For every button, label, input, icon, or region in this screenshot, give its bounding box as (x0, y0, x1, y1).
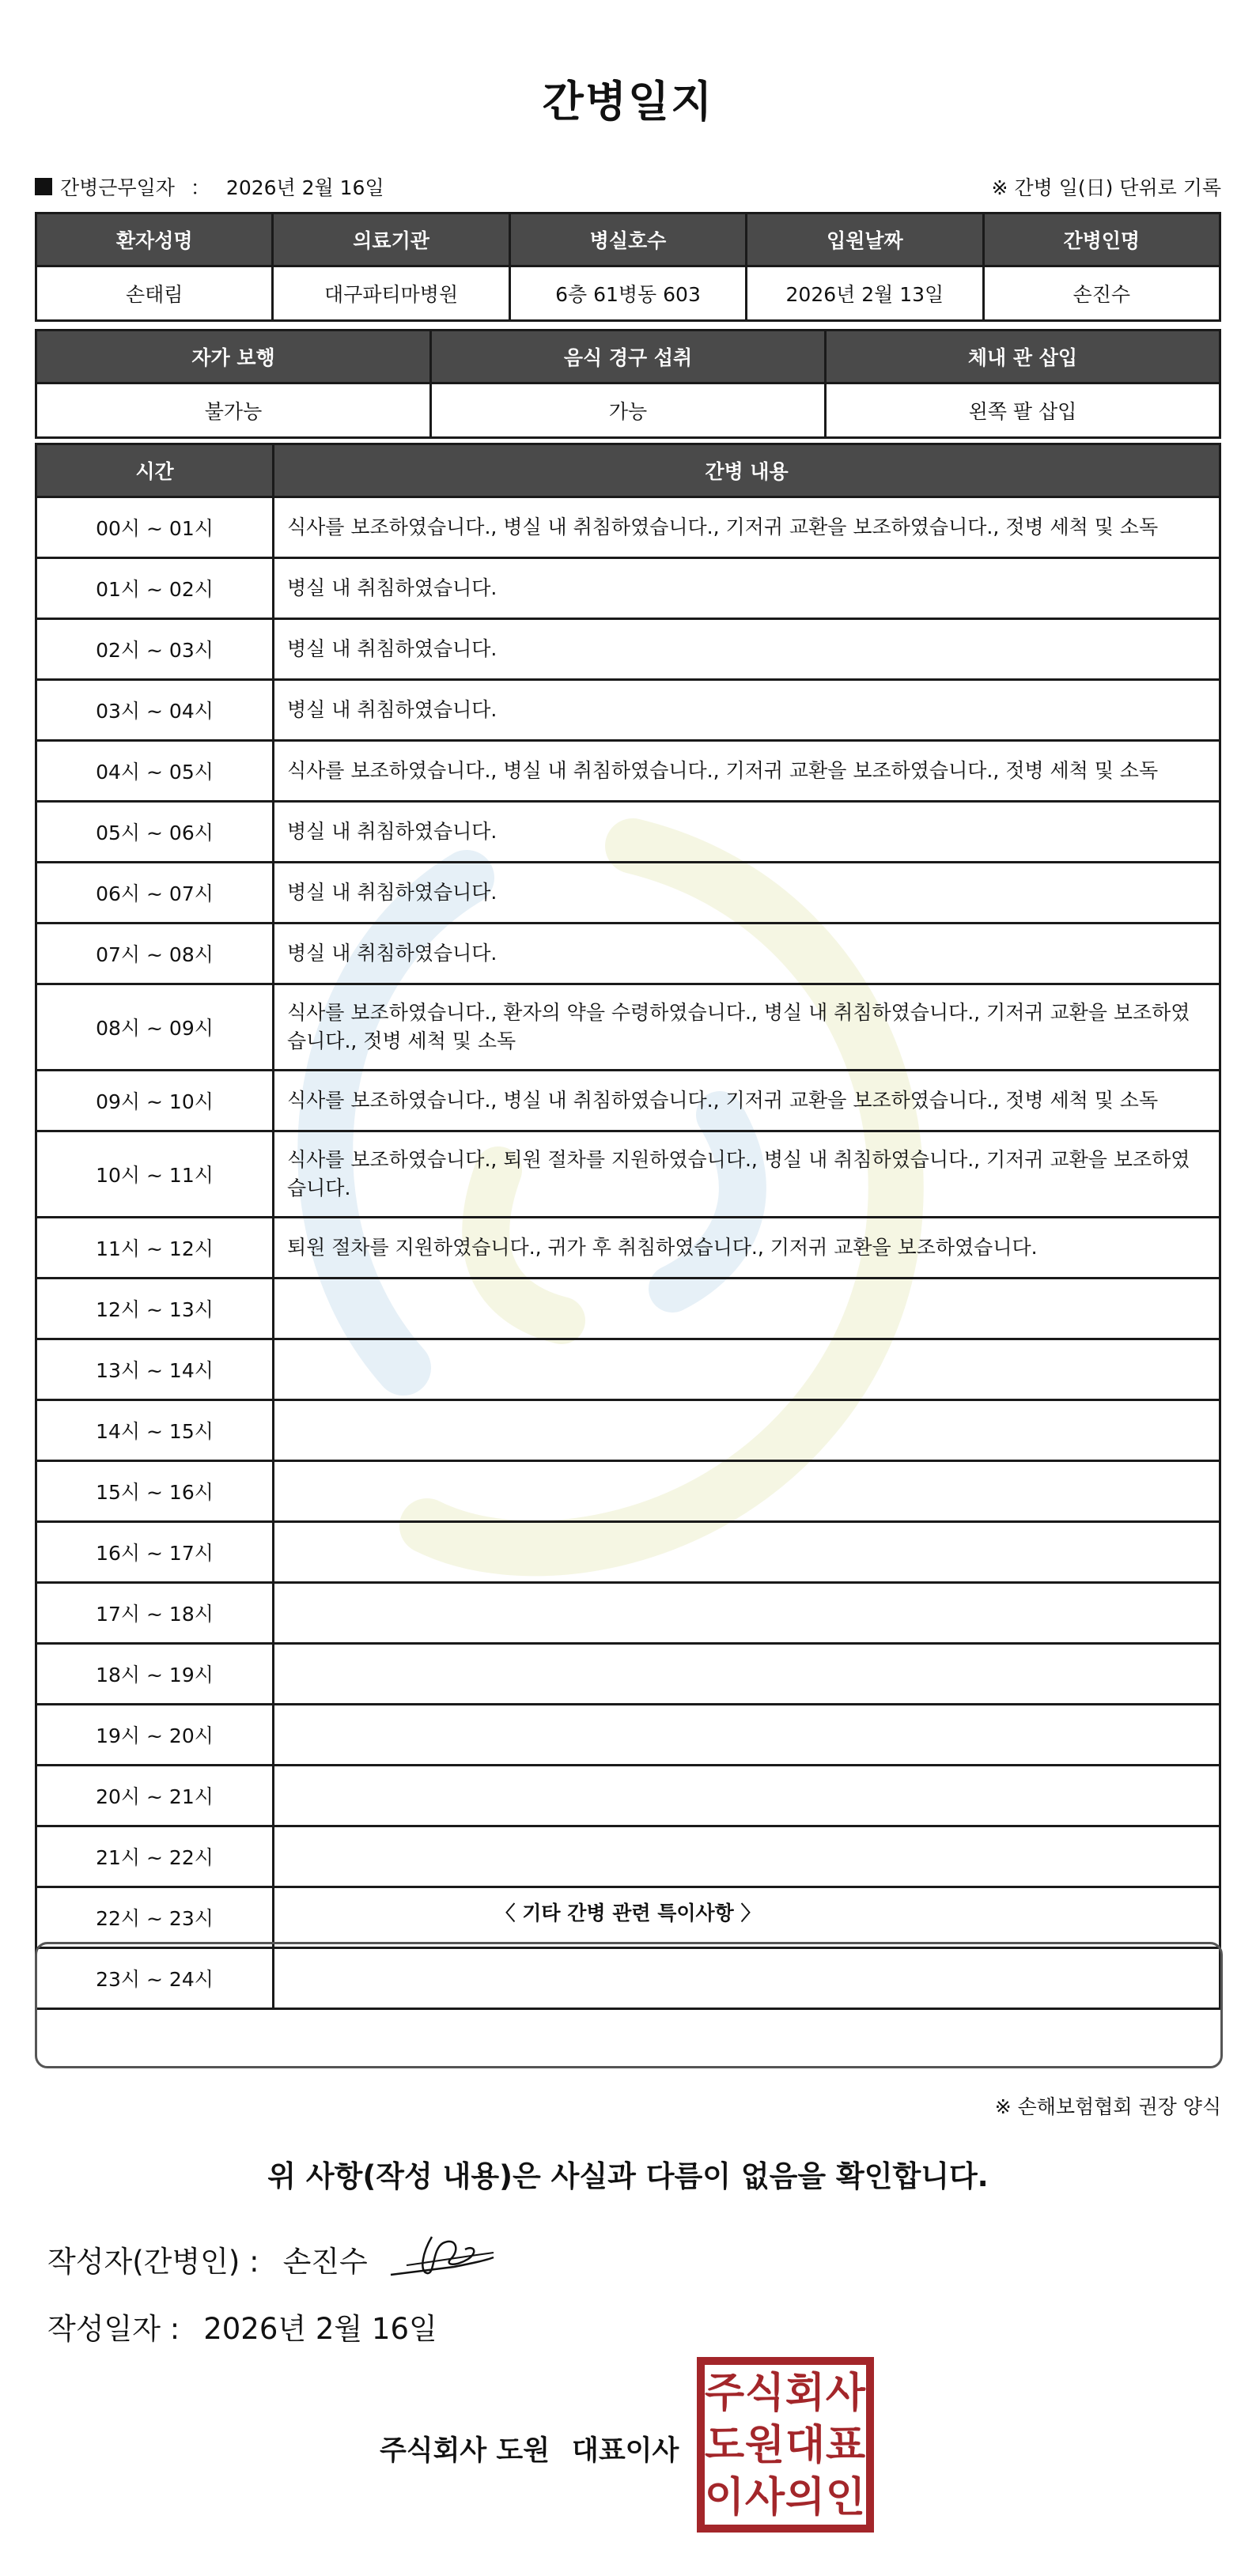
table-row (36, 1071, 1220, 1131)
table-row (36, 863, 1220, 924)
meta-row (35, 172, 1221, 201)
seal-character: 회 (785, 2370, 826, 2417)
table-row (36, 1522, 1220, 1583)
row-content (274, 1644, 1220, 1705)
table-row (36, 1705, 1220, 1766)
table-row (36, 1400, 1220, 1461)
row-content (274, 1766, 1220, 1826)
caregiver-name: 손진수 (983, 266, 1220, 321)
header-walking: 자가 보행 (36, 330, 431, 383)
table-row (36, 741, 1220, 802)
row-content: 병실 내 취침하였습니다. (274, 619, 1220, 680)
row-time: 12시 ~ 13시 (36, 1279, 274, 1339)
row-time: 07시 ~ 08시 (36, 924, 274, 984)
walking-value: 불가능 (36, 383, 431, 438)
row-content (274, 1826, 1220, 1887)
oral-intake-value: 가능 (431, 383, 826, 438)
header-patient-name: 환자성명 (36, 213, 273, 266)
row-content: 식사를 보조하였습니다., 병실 내 취침하였습니다., 기저귀 교환을 보조하였습니다., 젓병 세척 및 소독 (274, 1071, 1220, 1131)
seal-character: 도 (704, 2422, 745, 2469)
seal-character: 식 (744, 2370, 785, 2417)
written-date-row (47, 2305, 437, 2347)
row-time: 00시 ~ 01시 (36, 497, 274, 558)
row-content: 병실 내 취침하였습니다. (274, 802, 1220, 863)
row-time: 01시 ~ 02시 (36, 558, 274, 619)
row-time: 14시 ~ 15시 (36, 1400, 274, 1461)
table-row (36, 1218, 1220, 1279)
seal-character: 인 (825, 2474, 866, 2521)
signature-image (383, 2226, 501, 2289)
row-time: 17시 ~ 18시 (36, 1583, 274, 1644)
form-note: ※ 손해보험협회 권장 양식 (994, 2095, 1221, 2118)
writer-row (47, 2238, 368, 2280)
row-content: 식사를 보조하였습니다., 병실 내 취침하였습니다., 기저귀 교환을 보조하였습니다., 젓병 세척 및 소독 (274, 741, 1220, 802)
header-admission-date: 입원날짜 (747, 213, 983, 266)
header-room: 병실호수 (509, 213, 746, 266)
written-date-value: 2026년 2월 16일 (203, 2312, 437, 2346)
room-number: 6층 61병동 603 (509, 266, 746, 321)
header-hospital: 의료기관 (273, 213, 509, 266)
row-content: 병실 내 취침하였습니다. (274, 924, 1220, 984)
table-row (36, 924, 1220, 984)
row-content (274, 1461, 1220, 1522)
header-time: 시간 (36, 444, 274, 497)
row-time: 22시 ~ 23시 (36, 1887, 274, 1948)
row-content: 식사를 보조하였습니다., 퇴원 절차를 지원하였습니다., 병실 내 취침하였습니다., 기저귀 교환을 보조하였습니다. (274, 1131, 1220, 1218)
header-caregiver: 간병인명 (983, 213, 1220, 266)
row-content (274, 1400, 1220, 1461)
table-row (36, 619, 1220, 680)
admission-date: 2026년 2월 13일 (747, 266, 983, 321)
seal-character: 주 (704, 2370, 745, 2417)
table-row (36, 1826, 1220, 1887)
row-time: 10시 ~ 11시 (36, 1131, 274, 1218)
header-care-content: 간병 내용 (274, 444, 1220, 497)
hospital-name: 대구파티마병원 (273, 266, 509, 321)
table-row (36, 1583, 1220, 1644)
tube-insertion-value: 왼쪽 팔 삽입 (826, 383, 1220, 438)
row-time: 15시 ~ 16시 (36, 1461, 274, 1522)
document-title: 간병일지 (542, 77, 714, 127)
row-time: 04시 ~ 05시 (36, 741, 274, 802)
work-date-label: 간병근무일자 (60, 176, 175, 199)
row-content (274, 1279, 1220, 1339)
row-time: 02시 ~ 03시 (36, 619, 274, 680)
table-row (36, 802, 1220, 863)
table-row (36, 1644, 1220, 1705)
row-time: 20시 ~ 21시 (36, 1766, 274, 1826)
row-content: 식사를 보조하였습니다., 병실 내 취침하였습니다., 기저귀 교환을 보조하였습니다., 젓병 세척 및 소독 (274, 497, 1220, 558)
seal-character: 사 (825, 2370, 866, 2417)
seal-character: 사 (744, 2474, 785, 2521)
seal-character: 대 (785, 2422, 826, 2469)
row-time: 21시 ~ 22시 (36, 1826, 274, 1887)
row-content (274, 1339, 1220, 1400)
seal-character: 표 (825, 2422, 866, 2469)
writer-label: 작성자(간병인) : (47, 2245, 259, 2279)
work-date-value: 2026년 2월 16일 (225, 176, 384, 199)
table-row (36, 558, 1220, 619)
row-time: 03시 ~ 04시 (36, 680, 274, 741)
work-date-separator: ： (190, 176, 210, 199)
patient-info-table (35, 212, 1221, 322)
row-time: 13시 ~ 14시 (36, 1339, 274, 1400)
row-content: 병실 내 취침하였습니다. (274, 680, 1220, 741)
patient-condition-table (35, 329, 1221, 439)
row-content (274, 1705, 1220, 1766)
row-content: 병실 내 취침하였습니다. (274, 558, 1220, 619)
row-time: 23시 ~ 24시 (36, 1948, 274, 2009)
row-time: 16시 ~ 17시 (36, 1522, 274, 1583)
confirmation-statement: 위 사항(작성 내용)은 사실과 다름이 없음을 확인합니다. (267, 2159, 989, 2193)
row-time: 19시 ~ 20시 (36, 1705, 274, 1766)
row-time: 11시 ~ 12시 (36, 1218, 274, 1279)
company-title: 대표이사 (572, 2435, 679, 2467)
row-time: 05시 ~ 06시 (36, 802, 274, 863)
notes-box (35, 1942, 1223, 2068)
writer-name: 손진수 (282, 2245, 368, 2279)
company-signoff (380, 2429, 679, 2468)
table-row (36, 497, 1220, 558)
company-name: 주식회사 도원 (380, 2435, 550, 2467)
header-oral-intake: 음식 경구 섭취 (431, 330, 826, 383)
row-time: 08시 ~ 09시 (36, 984, 274, 1071)
square-bullet-icon (35, 178, 52, 195)
seal-character: 이 (704, 2474, 745, 2521)
row-content: 퇴원 절차를 지원하였습니다., 귀가 후 취침하였습니다., 기저귀 교환을 보조하였습니다. (274, 1218, 1220, 1279)
patient-name: 손태림 (36, 266, 273, 321)
row-content (274, 1522, 1220, 1583)
seal-character: 의 (785, 2474, 826, 2521)
notes-title: 〈 기타 간병 관련 특이사항 〉 (495, 1902, 761, 1924)
seal-character: 원 (744, 2422, 785, 2469)
table-row (36, 1279, 1220, 1339)
table-row (36, 1339, 1220, 1400)
work-date (35, 172, 384, 201)
row-time: 09시 ~ 10시 (36, 1071, 274, 1131)
row-content (274, 1583, 1220, 1644)
table-row (36, 1461, 1220, 1522)
unit-note: ※ 간병 일(日) 단위로 기록 (991, 176, 1221, 199)
care-log-table (35, 443, 1221, 2010)
row-content: 식사를 보조하였습니다., 환자의 약을 수령하였습니다., 병실 내 취침하였습니다., 기저귀 교환을 보조하였습니다., 젓병 세척 및 소독 (274, 984, 1220, 1071)
company-seal-stamp (696, 2356, 875, 2533)
row-time: 06시 ~ 07시 (36, 863, 274, 924)
table-row (36, 680, 1220, 741)
row-time: 18시 ~ 19시 (36, 1644, 274, 1705)
table-row (36, 1766, 1220, 1826)
table-row (36, 984, 1220, 1071)
written-date-label: 작성일자 : (47, 2312, 180, 2346)
header-tube-insertion: 체내 관 삽입 (826, 330, 1220, 383)
table-row (36, 1131, 1220, 1218)
row-content: 병실 내 취침하였습니다. (274, 863, 1220, 924)
